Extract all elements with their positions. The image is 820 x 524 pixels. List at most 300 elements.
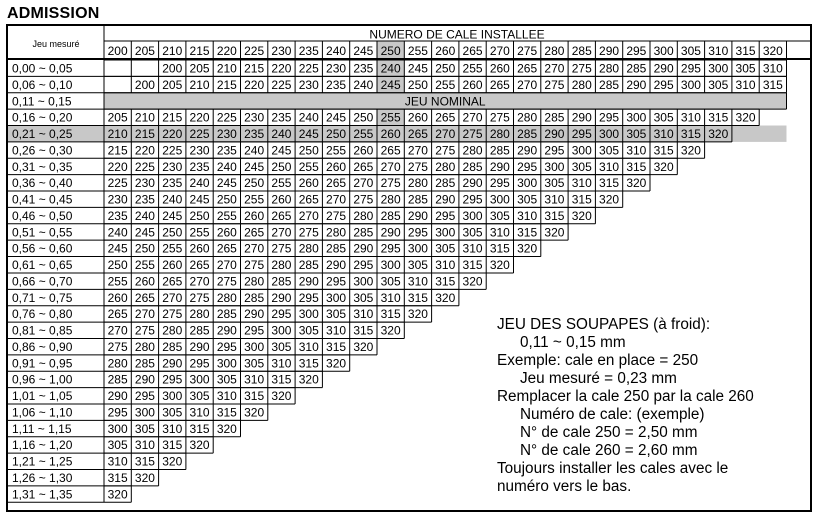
replacement-shim-value: 295	[271, 307, 292, 322]
replacement-shim-value: 310	[571, 176, 592, 191]
replacement-shim-value: 235	[162, 176, 183, 191]
replacement-shim-value: 310	[462, 241, 483, 256]
installed-shim-number: 280	[544, 44, 565, 58]
replacement-shim-value: 280	[571, 77, 592, 92]
replacement-shim-value: 315	[489, 241, 510, 256]
replacement-shim-value: 305	[407, 258, 428, 273]
replacement-shim-value: 235	[189, 159, 210, 174]
replacement-shim-value: 255	[326, 143, 347, 158]
replacement-shim-value: 270	[326, 192, 347, 207]
replacement-shim-value: 285	[462, 159, 483, 174]
notes-measured: Jeu mesuré = 0,23 mm	[520, 370, 677, 387]
replacement-shim-value: 270	[353, 176, 374, 191]
replacement-shim-value: 250	[244, 176, 265, 191]
installed-shim-number: 265	[462, 44, 483, 58]
replacement-shim-value: 300	[353, 274, 374, 289]
replacement-shim-value: 275	[134, 323, 155, 338]
notes-heading: JEU DES SOUPAPES (à froid):	[497, 316, 711, 333]
replacement-shim-value: 305	[517, 192, 538, 207]
replacement-shim-value: 320	[326, 356, 347, 371]
replacement-shim-value: 230	[326, 61, 347, 76]
replacement-shim-value: 290	[244, 307, 265, 322]
replacement-shim-value: 300	[162, 389, 183, 404]
replacement-shim-value: 315	[107, 470, 128, 485]
replacement-shim-value: 310	[298, 339, 319, 354]
replacement-shim-value: 305	[653, 110, 674, 125]
replacement-shim-value: 320	[680, 143, 701, 158]
replacement-shim-value: 260	[353, 143, 374, 158]
replacement-shim-value: 235	[244, 127, 265, 142]
replacement-shim-value: 295	[407, 225, 428, 240]
replacement-shim-value: 305	[353, 290, 374, 305]
replacement-shim-value: 300	[189, 372, 210, 387]
measured-range-label: 1,16 ~ 1,20	[12, 438, 73, 453]
replacement-shim-value: 290	[380, 225, 401, 240]
replacement-shim-value: 210	[107, 127, 128, 142]
replacement-shim-value: 315	[353, 323, 374, 338]
replacement-shim-value: 295	[435, 208, 456, 223]
replacement-shim-value: 280	[134, 339, 155, 354]
replacement-shim-value: 320	[189, 438, 210, 453]
replacement-shim-value: 265	[216, 241, 237, 256]
replacement-shim-value: 260	[489, 61, 510, 76]
replacement-shim-value: 260	[298, 176, 319, 191]
replacement-shim-value: 300	[680, 77, 701, 92]
installed-shim-number: 270	[489, 44, 510, 58]
replacement-shim-value: 245	[326, 110, 347, 125]
replacement-shim-value: 280	[407, 176, 428, 191]
replacement-shim-value: 285	[326, 241, 347, 256]
replacement-shim-value: 305	[189, 389, 210, 404]
page-title: ADMISSION	[7, 5, 100, 22]
measured-range-label: 0,11 ~ 0,15	[12, 94, 72, 109]
replacement-shim-value: 225	[298, 61, 319, 76]
replacement-shim-value: 240	[353, 77, 374, 92]
replacement-shim-value: 300	[134, 405, 155, 420]
notes-shim-number: Numéro de cale: (exemple)	[520, 406, 705, 423]
replacement-shim-value: 305	[626, 127, 647, 142]
measured-range-label: 0,16 ~ 0,20	[12, 110, 73, 125]
replacement-shim-value: 295	[162, 372, 183, 387]
installed-shim-number: 235	[298, 44, 319, 58]
replacement-shim-value: 270	[435, 127, 456, 142]
installed-shim-number: 220	[216, 44, 237, 58]
replacement-shim-value: 275	[435, 143, 456, 158]
replacement-shim-value: 300	[380, 258, 401, 273]
replacement-shim-value: 315	[762, 77, 783, 92]
replacement-shim-value: 230	[162, 159, 183, 174]
replacement-shim-value: 290	[489, 159, 510, 174]
replacement-shim-value: 290	[407, 208, 428, 223]
replacement-shim-value: 290	[571, 110, 592, 125]
replacement-shim-value: 270	[517, 77, 538, 92]
replacement-shim-value: 300	[298, 307, 319, 322]
replacement-shim-value: 305	[134, 421, 155, 436]
replacement-shim-value: 235	[107, 208, 128, 223]
replacement-shim-value: 285	[489, 143, 510, 158]
replacement-shim-value: 310	[435, 258, 456, 273]
notes-clearance: 0,11 ~ 0,15 mm	[520, 334, 626, 351]
replacement-shim-value: 270	[271, 225, 292, 240]
replacement-shim-value: 275	[107, 339, 128, 354]
replacement-shim-value: 320	[626, 176, 647, 191]
replacement-shim-value: 305	[544, 176, 565, 191]
replacement-shim-value: 320	[162, 454, 183, 469]
replacement-shim-value: 255	[216, 208, 237, 223]
replacement-shim-value: 270	[298, 208, 319, 223]
replacement-shim-value: 290	[271, 290, 292, 305]
installed-shim-number: 295	[626, 44, 647, 58]
replacement-shim-value: 225	[107, 176, 128, 191]
replacement-shim-value: 310	[380, 290, 401, 305]
replacement-shim-value: 295	[189, 356, 210, 371]
replacement-shim-value: 295	[653, 77, 674, 92]
replacement-shim-value: 280	[216, 290, 237, 305]
replacement-shim-value: 250	[107, 258, 128, 273]
replacement-shim-value: 265	[244, 225, 265, 240]
replacement-shim-value: 305	[244, 356, 265, 371]
replacement-shim-value: 250	[162, 225, 183, 240]
installed-shim-header: NUMERO DE CALE INSTALLEE	[369, 27, 545, 42]
replacement-shim-value: 240	[271, 127, 292, 142]
replacement-shim-value: 230	[107, 192, 128, 207]
replacement-shim-value: 320	[407, 307, 428, 322]
replacement-shim-value: 320	[571, 208, 592, 223]
replacement-shim-value: 295	[544, 143, 565, 158]
replacement-shim-value: 275	[298, 225, 319, 240]
replacement-shim-value: 255	[189, 225, 210, 240]
replacement-shim-value: 300	[435, 225, 456, 240]
replacement-shim-value: 275	[462, 127, 483, 142]
replacement-shim-value: 290	[435, 192, 456, 207]
replacement-shim-value: 275	[162, 307, 183, 322]
installed-shim-number: 210	[162, 44, 183, 58]
replacement-shim-value: 320	[708, 127, 729, 142]
notes-replace: Remplacer la cale 250 par la cale 260	[497, 388, 754, 405]
replacement-shim-value: 200	[162, 61, 183, 76]
replacement-shim-value: 255	[244, 192, 265, 207]
replacement-shim-value: 275	[407, 159, 428, 174]
replacement-shim-value: 215	[134, 127, 155, 142]
replacement-shim-value: 310	[653, 127, 674, 142]
replacement-shim-value: 315	[189, 421, 210, 436]
replacement-shim-value: 275	[544, 77, 565, 92]
replacement-shim-value: 275	[380, 176, 401, 191]
replacement-shim-value: 300	[244, 339, 265, 354]
replacement-shim-value: 315	[571, 192, 592, 207]
replacement-shim-value: 220	[107, 159, 128, 174]
valve-clearance-notes	[497, 316, 754, 496]
replacement-shim-value: 245	[271, 143, 292, 158]
replacement-shim-value: 260	[326, 159, 347, 174]
replacement-shim-value: 255	[271, 176, 292, 191]
replacement-shim-value: 320	[380, 323, 401, 338]
replacement-shim-value: 265	[271, 208, 292, 223]
replacement-shim-value: 265	[517, 61, 538, 76]
replacement-shim-value: 315	[680, 127, 701, 142]
replacement-shim-value: 280	[271, 258, 292, 273]
installed-shim-number: 290	[599, 44, 620, 58]
replacement-shim-value: 320	[462, 274, 483, 289]
measured-range-label: 1,21 ~ 1,25	[12, 454, 73, 469]
measured-clearance-header: Jeu mesuré	[32, 39, 80, 49]
replacement-shim-value: 305	[435, 241, 456, 256]
replacement-shim-value: 235	[216, 143, 237, 158]
replacement-shim-value: 295	[353, 258, 374, 273]
replacement-shim-value: 265	[489, 77, 510, 92]
replacement-shim-value: 285	[271, 274, 292, 289]
replacement-shim-value: 270	[244, 241, 265, 256]
installed-shim-number: 260	[435, 44, 456, 58]
replacement-shim-value: 250	[407, 77, 428, 92]
replacement-shim-value: 215	[216, 77, 237, 92]
installed-shim-number: 250	[380, 44, 401, 58]
replacement-shim-value: 320	[271, 389, 292, 404]
installed-shim-number: 275	[517, 44, 538, 58]
replacement-shim-value: 295	[107, 405, 128, 420]
replacement-shim-value: 300	[626, 110, 647, 125]
replacement-shim-value: 255	[462, 61, 483, 76]
replacement-shim-value: 290	[353, 241, 374, 256]
replacement-shim-value: 230	[244, 110, 265, 125]
replacement-shim-value: 285	[162, 339, 183, 354]
replacement-shim-value: 280	[380, 192, 401, 207]
replacement-shim-value: 245	[244, 159, 265, 174]
replacement-shim-value: 300	[544, 159, 565, 174]
replacement-shim-value: 275	[271, 241, 292, 256]
replacement-shim-value: 235	[353, 61, 374, 76]
replacement-shim-value: 315	[626, 159, 647, 174]
replacement-shim-value: 285	[134, 356, 155, 371]
replacement-shim-value: 245	[298, 127, 319, 142]
replacement-shim-value: 290	[107, 389, 128, 404]
replacement-shim-value: 220	[162, 127, 183, 142]
replacement-shim-value: 275	[244, 258, 265, 273]
replacement-shim-value: 255	[134, 258, 155, 273]
replacement-shim-value: 260	[462, 77, 483, 92]
installed-shim-number: 240	[326, 44, 347, 58]
installed-shim-number: 315	[735, 44, 756, 58]
replacement-shim-value: 280	[599, 61, 620, 76]
installed-shim-number: 230	[271, 44, 292, 58]
replacement-shim-value: 305	[462, 225, 483, 240]
replacement-shim-value: 310	[134, 438, 155, 453]
replacement-shim-value: 210	[189, 77, 210, 92]
measured-range-label: 0,00 ~ 0,05	[12, 61, 73, 76]
replacement-shim-value: 270	[462, 110, 483, 125]
replacement-shim-value: 315	[326, 339, 347, 354]
replacement-shim-value: 250	[216, 192, 237, 207]
replacement-shim-value: 260	[189, 241, 210, 256]
replacement-shim-value: 275	[189, 290, 210, 305]
replacement-shim-value: 280	[189, 307, 210, 322]
replacement-shim-value: 290	[162, 356, 183, 371]
replacement-shim-value: 235	[326, 77, 347, 92]
replacement-shim-value: 225	[216, 110, 237, 125]
replacement-shim-value: 300	[489, 192, 510, 207]
replacement-shim-value: 315	[244, 389, 265, 404]
replacement-shim-value: 245	[407, 61, 428, 76]
replacement-shim-value: 290	[134, 372, 155, 387]
measured-range-label: 0,41 ~ 0,45	[12, 192, 73, 207]
replacement-shim-value: 265	[435, 110, 456, 125]
measured-range-label: 0,31 ~ 0,35	[12, 159, 73, 174]
replacement-shim-value: 295	[216, 339, 237, 354]
replacement-shim-value: 205	[189, 61, 210, 76]
replacement-shim-value: 265	[353, 159, 374, 174]
replacement-shim-value: 295	[462, 192, 483, 207]
measured-range-label: 1,26 ~ 1,30	[12, 470, 73, 485]
replacement-shim-value: 310	[216, 389, 237, 404]
replacement-shim-value: 275	[353, 192, 374, 207]
replacement-shim-value: 270	[216, 258, 237, 273]
replacement-shim-value: 240	[162, 192, 183, 207]
replacement-shim-value: 295	[134, 389, 155, 404]
replacement-shim-value: 270	[189, 274, 210, 289]
replacement-shim-value: 260	[134, 274, 155, 289]
replacement-shim-value: 295	[298, 290, 319, 305]
replacement-shim-value: 220	[271, 61, 292, 76]
replacement-shim-value: 280	[298, 241, 319, 256]
replacement-shim-value: 320	[544, 225, 565, 240]
replacement-shim-value: 235	[271, 110, 292, 125]
measured-range-label: 0,51 ~ 0,55	[12, 225, 73, 240]
replacement-shim-value: 310	[407, 274, 428, 289]
measured-range-label: 1,31 ~ 1,35	[12, 487, 73, 502]
replacement-shim-value: 225	[162, 143, 183, 158]
replacement-shim-value: 290	[189, 339, 210, 354]
replacement-shim-value: 320	[353, 339, 374, 354]
replacement-shim-value: 315	[162, 438, 183, 453]
replacement-shim-value: 265	[107, 307, 128, 322]
replacement-shim-value: 305	[735, 61, 756, 76]
replacement-shim-value: 315	[134, 454, 155, 469]
replacement-shim-value: 230	[298, 77, 319, 92]
replacement-shim-value: 285	[517, 127, 538, 142]
replacement-shim-value: 310	[271, 356, 292, 371]
installed-shim-number: 205	[134, 44, 155, 58]
replacement-shim-value: 280	[462, 143, 483, 158]
replacement-shim-value: 250	[271, 159, 292, 174]
replacement-shim-value: 305	[599, 143, 620, 158]
replacement-shim-value: 270	[407, 143, 428, 158]
replacement-shim-value: 265	[407, 127, 428, 142]
replacement-shim-value: 290	[653, 61, 674, 76]
replacement-shim-value: 280	[353, 208, 374, 223]
measured-range-label: 0,71 ~ 0,75	[12, 290, 73, 305]
replacement-shim-value: 300	[407, 241, 428, 256]
replacement-shim-value: 320	[435, 290, 456, 305]
measured-range-label: 0,81 ~ 0,85	[12, 323, 73, 338]
measured-range-label: 0,46 ~ 0,50	[12, 208, 73, 223]
replacement-shim-value: 320	[298, 372, 319, 387]
replacement-shim-value: 310	[162, 421, 183, 436]
measured-range-label: 0,36 ~ 0,40	[12, 176, 73, 191]
replacement-shim-value: 270	[162, 290, 183, 305]
replacement-shim-value: 300	[599, 127, 620, 142]
replacement-shim-value: 240	[298, 110, 319, 125]
replacement-shim-value: 320	[244, 405, 265, 420]
replacement-shim-value: 230	[134, 176, 155, 191]
replacement-shim-value: 300	[571, 143, 592, 158]
replacement-shim-value: 290	[544, 127, 565, 142]
replacement-shim-value: 315	[298, 356, 319, 371]
replacement-shim-value: 295	[489, 176, 510, 191]
replacement-shim-value: 205	[162, 77, 183, 92]
replacement-shim-value: 300	[326, 290, 347, 305]
replacement-shim-value: 240	[189, 176, 210, 191]
measured-range-label: 0,21 ~ 0,25	[12, 127, 73, 142]
replacement-shim-value: 320	[216, 421, 237, 436]
replacement-shim-value: 205	[107, 110, 128, 125]
replacement-shim-value: 310	[326, 323, 347, 338]
replacement-shim-value: 220	[244, 77, 265, 92]
installed-shim-number: 215	[189, 44, 210, 58]
replacement-shim-value: 300	[271, 323, 292, 338]
replacement-shim-value: 250	[298, 143, 319, 158]
replacement-shim-value: 245	[380, 77, 401, 92]
replacement-shim-value: 250	[326, 127, 347, 142]
replacement-shim-value: 265	[298, 192, 319, 207]
replacement-shim-value: 265	[326, 176, 347, 191]
replacement-shim-value: 260	[216, 225, 237, 240]
replacement-shim-value: 290	[326, 258, 347, 273]
replacement-shim-value: 200	[134, 77, 155, 92]
replacement-shim-value: 320	[653, 159, 674, 174]
replacement-shim-value: 210	[134, 110, 155, 125]
replacement-shim-value: 280	[326, 225, 347, 240]
replacement-shim-value: 320	[107, 487, 128, 502]
replacement-shim-value: 305	[571, 159, 592, 174]
replacement-shim-value: 260	[107, 290, 128, 305]
replacement-shim-value: 210	[216, 61, 237, 76]
replacement-shim-value: 280	[435, 159, 456, 174]
replacement-shim-value: 275	[489, 110, 510, 125]
nominal-clearance-label: JEU NOMINAL	[404, 94, 486, 109]
replacement-shim-value: 310	[735, 77, 756, 92]
replacement-shim-value: 255	[107, 274, 128, 289]
replacement-shim-value: 290	[216, 323, 237, 338]
replacement-shim-value: 245	[216, 176, 237, 191]
replacement-shim-value: 305	[380, 274, 401, 289]
notes-example: Exemple: cale en place = 250	[497, 352, 699, 369]
replacement-shim-value: 295	[380, 241, 401, 256]
replacement-shim-value: 230	[216, 127, 237, 142]
replacement-shim-value: 305	[107, 438, 128, 453]
replacement-shim-value: 305	[489, 208, 510, 223]
replacement-shim-value: 235	[134, 192, 155, 207]
replacement-shim-value: 315	[653, 143, 674, 158]
installed-shim-number: 310	[708, 44, 729, 58]
measured-range-label: 1,01 ~ 1,05	[12, 389, 73, 404]
notes-install-1: Toujours installer les cales avec le	[497, 460, 729, 477]
replacement-shim-value: 230	[189, 143, 210, 158]
replacement-shim-value: 315	[599, 176, 620, 191]
installed-shim-number: 305	[680, 44, 701, 58]
replacement-shim-value: 260	[271, 192, 292, 207]
replacement-shim-value: 310	[599, 159, 620, 174]
replacement-shim-value: 250	[134, 241, 155, 256]
replacement-shim-value: 260	[407, 110, 428, 125]
notes-install-2: numéro vers le bas.	[497, 478, 632, 495]
replacement-shim-value: 285	[435, 176, 456, 191]
replacement-shim-value: 310	[680, 110, 701, 125]
measured-range-label: 0,86 ~ 0,90	[12, 339, 73, 354]
replacement-shim-value: 320	[489, 258, 510, 273]
replacement-shim-value: 310	[189, 405, 210, 420]
replacement-shim-value: 295	[571, 127, 592, 142]
replacement-shim-value: 315	[407, 290, 428, 305]
